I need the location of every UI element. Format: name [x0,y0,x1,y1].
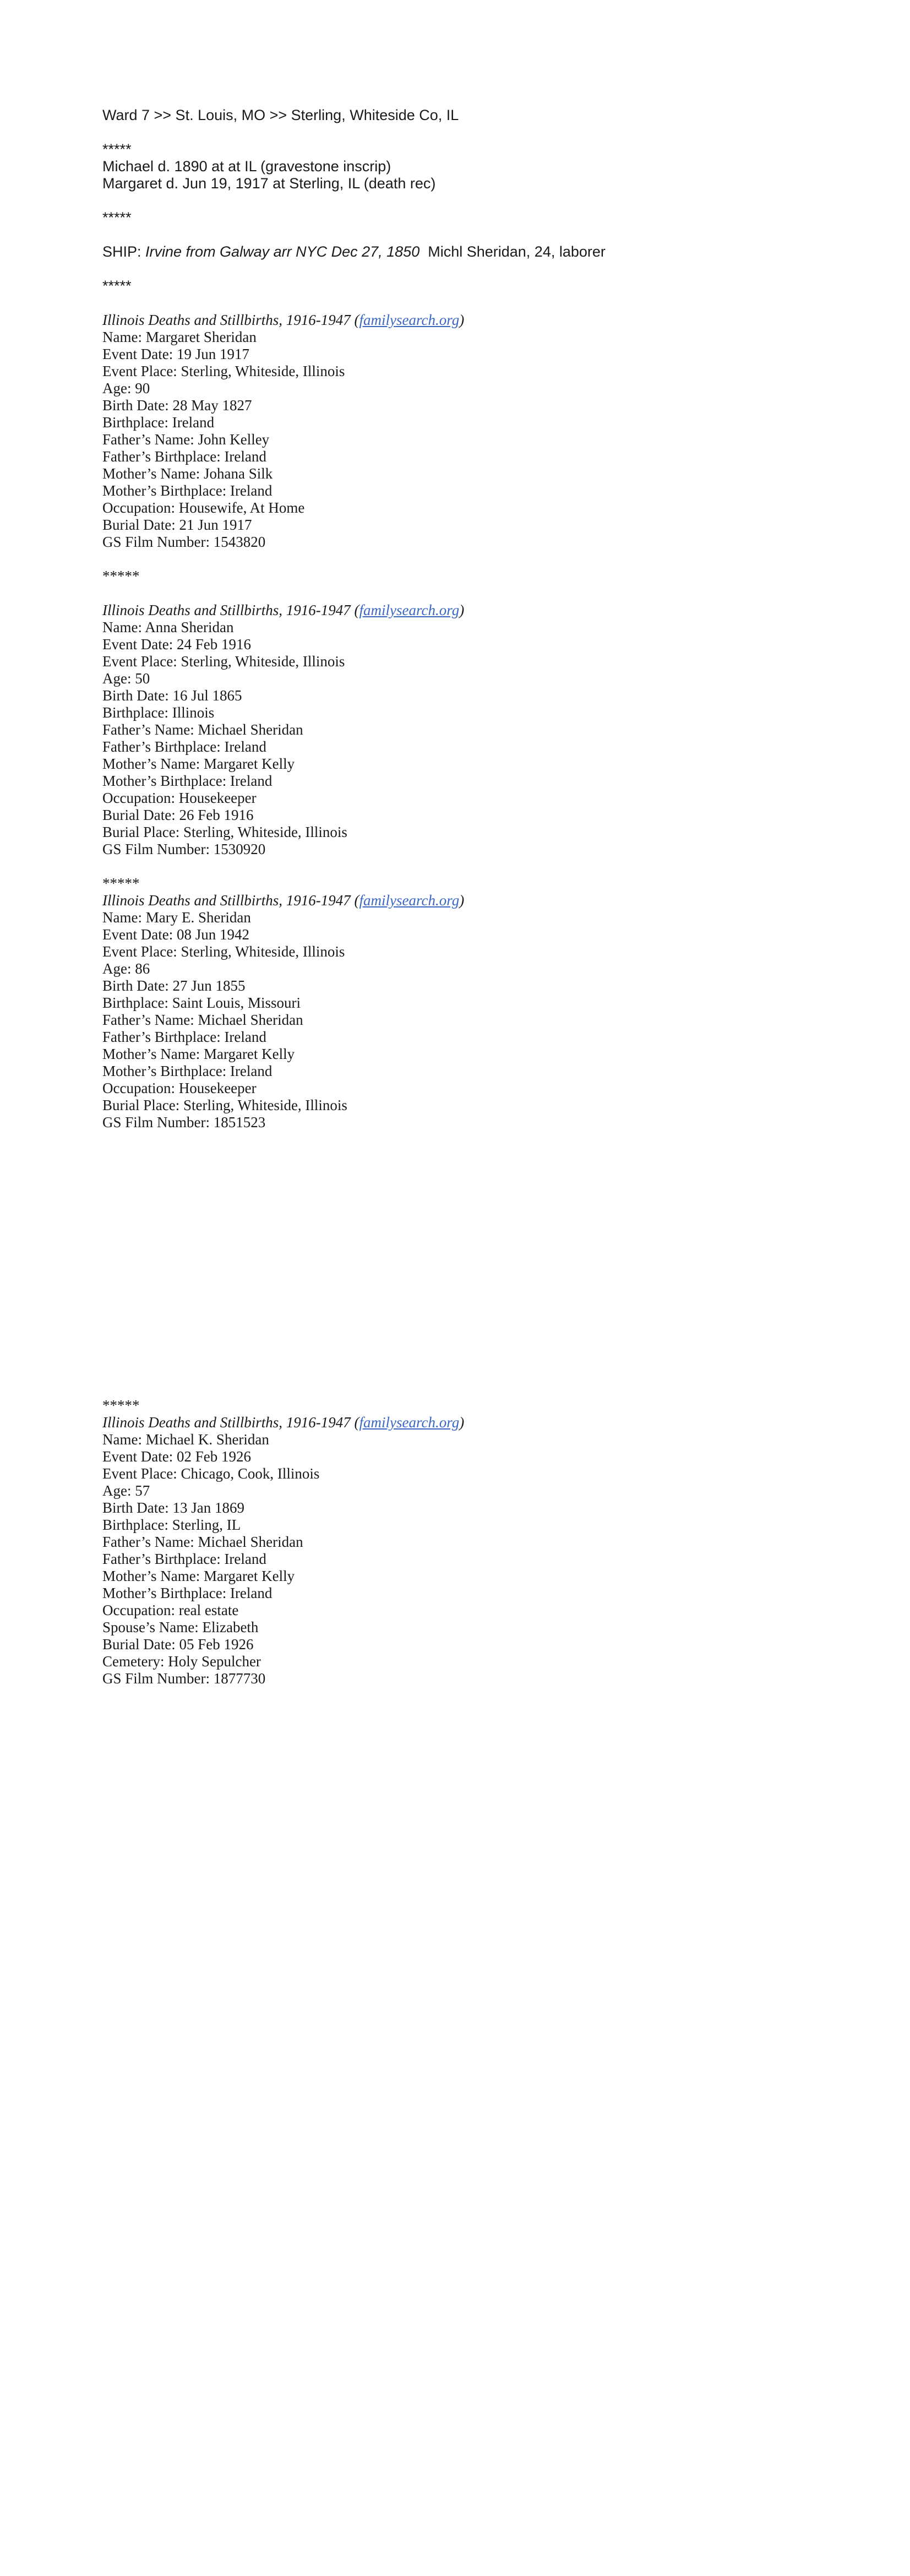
familysearch-link[interactable]: familysearch.org [359,602,460,618]
record-field-line: Event Place: Chicago, Cook, Illinois [102,1465,320,1482]
record-field-line: Event Place: Sterling, Whiteside, Illinois [102,943,345,960]
record-field-line: Name: Margaret Sheridan [102,329,257,345]
record-field-line: Mother’s Name: Margaret Kelly [102,1568,295,1584]
record-field-line: Age: 50 [102,670,150,687]
blank-line [102,858,888,875]
familysearch-link[interactable]: familysearch.org [359,1414,460,1431]
death-record-anna-sheridan [102,602,888,858]
record-fields [102,1431,888,1687]
section-separator: ***** [102,209,132,226]
record-field-line: Event Date: 19 Jun 1917 [102,346,249,362]
ship-passenger-line [102,243,888,260]
familysearch-link[interactable]: familysearch.org [359,312,460,328]
record-field-line: GS Film Number: 1543820 [102,534,266,550]
record-field-line: Name: Michael K. Sheridan [102,1431,269,1448]
ship-vessel-italic: Irvine from Galway arr NYC Dec 27, 1850 [145,243,420,260]
record-field-line: Occupation: real estate [102,1602,239,1618]
record-field-line: Event Place: Sterling, Whiteside, Illinois [102,653,345,670]
record-field-line: Father’s Name: Michael Sheridan [102,1012,303,1028]
record-field-line: Occupation: Housewife, At Home [102,499,305,516]
source-title-italic: Illinois Deaths and Stillbirths, 1916-1947 ( [102,892,359,909]
record-field-line: Mother’s Birthplace: Ireland [102,1063,273,1079]
record-field-line: Event Date: 02 Feb 1926 [102,1448,251,1465]
ship-passenger-detail: Michl Sheridan, 24, laborer [419,243,606,260]
record-field-line: Father’s Birthplace: Ireland [102,1551,266,1567]
record-field-line: Birthplace: Illinois [102,704,215,721]
blank-line [102,124,888,141]
blank-line [102,192,888,209]
ship-label: SHIP: [102,243,146,260]
source-title-close: ) [459,1414,465,1431]
blank-line [102,226,888,243]
blank-line [102,260,888,278]
record-source-title [102,602,888,619]
record-field-line: Birth Date: 28 May 1827 [102,397,252,414]
record-field-line: Name: Anna Sheridan [102,619,234,635]
record-field-line: Father’s Name: Michael Sheridan [102,1534,303,1550]
record-field-line: Burial Place: Sterling, Whiteside, Illinois [102,1097,347,1113]
blank-line [102,585,888,602]
death-records-section [102,312,888,1687]
record-field-line: Occupation: Housekeeper [102,1080,257,1096]
gravestone-note-line: Michael d. 1890 at at IL (gravestone inscrip) [102,158,391,175]
record-source-title [102,892,888,909]
record-field-line: Father’s Birthplace: Ireland [102,448,266,465]
section-separator: ***** [102,141,132,157]
record-field-line: Mother’s Birthplace: Ireland [102,482,273,499]
record-field-line: Event Place: Sterling, Whiteside, Illinois [102,363,345,379]
record-fields [102,619,888,858]
record-source-title [102,312,888,329]
death-record-margaret-sheridan [102,312,888,551]
record-field-line: Spouse’s Name: Elizabeth [102,1619,259,1635]
record-field-line: Burial Date: 21 Jun 1917 [102,517,252,533]
record-field-line: Age: 90 [102,380,150,396]
familysearch-link[interactable]: familysearch.org [359,892,460,909]
source-title-close: ) [459,602,465,618]
record-field-line: Mother’s Birthplace: Ireland [102,1585,273,1601]
record-field-line: Cemetery: Holy Sepulcher [102,1653,261,1670]
location-trail-line: Ward 7 >> St. Louis, MO >> Sterling, Whiteside Co, IL [102,107,459,123]
record-field-line: Mother’s Name: Margaret Kelly [102,1046,295,1062]
record-field-line: Mother’s Name: Margaret Kelly [102,756,295,772]
record-field-line: Occupation: Housekeeper [102,790,257,806]
record-field-line: Birthplace: Saint Louis, Missouri [102,994,301,1011]
source-title-close: ) [459,892,465,909]
record-field-line: Father’s Birthplace: Ireland [102,1029,266,1045]
blank-line [102,551,888,568]
record-field-line: Father’s Birthplace: Ireland [102,738,266,755]
record-field-line: Event Date: 08 Jun 1942 [102,926,249,943]
record-field-line: Mother’s Name: Johana Silk [102,465,273,482]
record-field-line: Burial Place: Sterling, Whiteside, Illinois [102,824,347,840]
source-title-italic: Illinois Deaths and Stillbirths, 1916-1947 ( [102,312,359,328]
record-field-line: Event Date: 24 Feb 1916 [102,636,251,653]
research-notes-section [102,107,888,312]
death-record-michael-k-sheridan [102,1414,888,1687]
record-field-line: Birth Date: 13 Jan 1869 [102,1499,244,1516]
source-title-italic: Illinois Deaths and Stillbirths, 1916-1947 ( [102,602,359,618]
record-field-line: GS Film Number: 1877730 [102,1670,266,1687]
record-field-line: Birth Date: 16 Jul 1865 [102,687,242,704]
record-field-line: Age: 57 [102,1482,150,1499]
section-separator: ***** [102,278,132,294]
section-separator: ***** [102,568,140,584]
source-title-italic: Illinois Deaths and Stillbirths, 1916-1947 ( [102,1414,359,1431]
section-separator: ***** [102,875,140,892]
death-record-note-line: Margaret d. Jun 19, 1917 at Sterling, IL (death rec) [102,175,436,192]
record-field-line: Father’s Name: Michael Sheridan [102,721,303,738]
record-field-line: Name: Mary E. Sheridan [102,909,251,926]
record-field-line: Birthplace: Sterling, IL [102,1517,241,1533]
death-record-mary-e-sheridan [102,892,888,1131]
record-fields [102,329,888,551]
blank-line [102,295,888,312]
record-field-line: Burial Date: 26 Feb 1916 [102,807,254,823]
record-field-line: Birthplace: Ireland [102,414,215,431]
source-title-close: ) [459,312,465,328]
record-field-line: Father’s Name: John Kelley [102,431,270,448]
page-break-gap [102,1131,888,1397]
record-field-line: Burial Date: 05 Feb 1926 [102,1636,254,1653]
section-separator: ***** [102,1397,140,1414]
record-source-title [102,1414,888,1431]
record-field-line: Age: 86 [102,960,150,977]
record-field-line: GS Film Number: 1851523 [102,1114,266,1131]
record-field-line: Mother’s Birthplace: Ireland [102,773,273,789]
record-fields [102,909,888,1131]
record-field-line: GS Film Number: 1530920 [102,841,266,857]
record-field-line: Birth Date: 27 Jun 1855 [102,977,246,994]
